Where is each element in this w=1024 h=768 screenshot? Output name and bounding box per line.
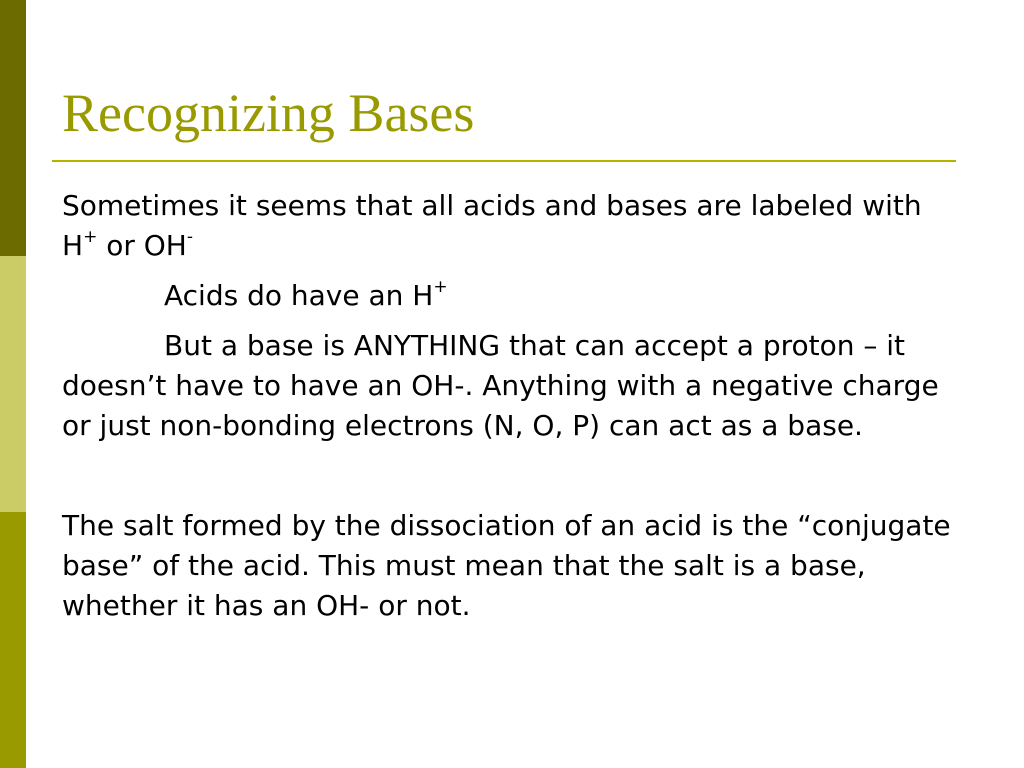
paragraph-acids-text: Acids do have an H: [164, 279, 434, 312]
paragraph-labels: [62, 186, 962, 266]
paragraph-base-definition: But a base is ANYTHING that can accept a proton – it doesn’t have to have an OH-. Anything with a negative charge or just non-bonding electrons (N, O, P) can act as a base.: [62, 329, 939, 442]
slide-body: [62, 186, 962, 626]
paragraph-labels-text-b: or OH: [97, 229, 187, 262]
sidebar-band-light: [0, 256, 26, 512]
paragraph-spacer: [62, 446, 962, 488]
title-underline: [52, 160, 956, 162]
decorative-sidebar: [0, 0, 26, 768]
paragraph-labels-text-a: Sometimes it seems that all acids and bases are labeled with H: [62, 189, 922, 262]
superscript-minus: -: [186, 226, 193, 247]
paragraph-conjugate-base: The salt formed by the dissociation of an acid is the “conjugate base” of the acid. This must mean that the salt is a base, whether it has an OH- or not.: [62, 509, 951, 622]
slide-title: Recognizing Bases: [62, 83, 475, 143]
superscript-plus-acids: +: [433, 276, 448, 297]
paragraph-acids: [62, 276, 962, 316]
sidebar-band-medium: [0, 512, 26, 768]
superscript-plus: +: [83, 226, 98, 247]
sidebar-band-dark: [0, 0, 26, 256]
